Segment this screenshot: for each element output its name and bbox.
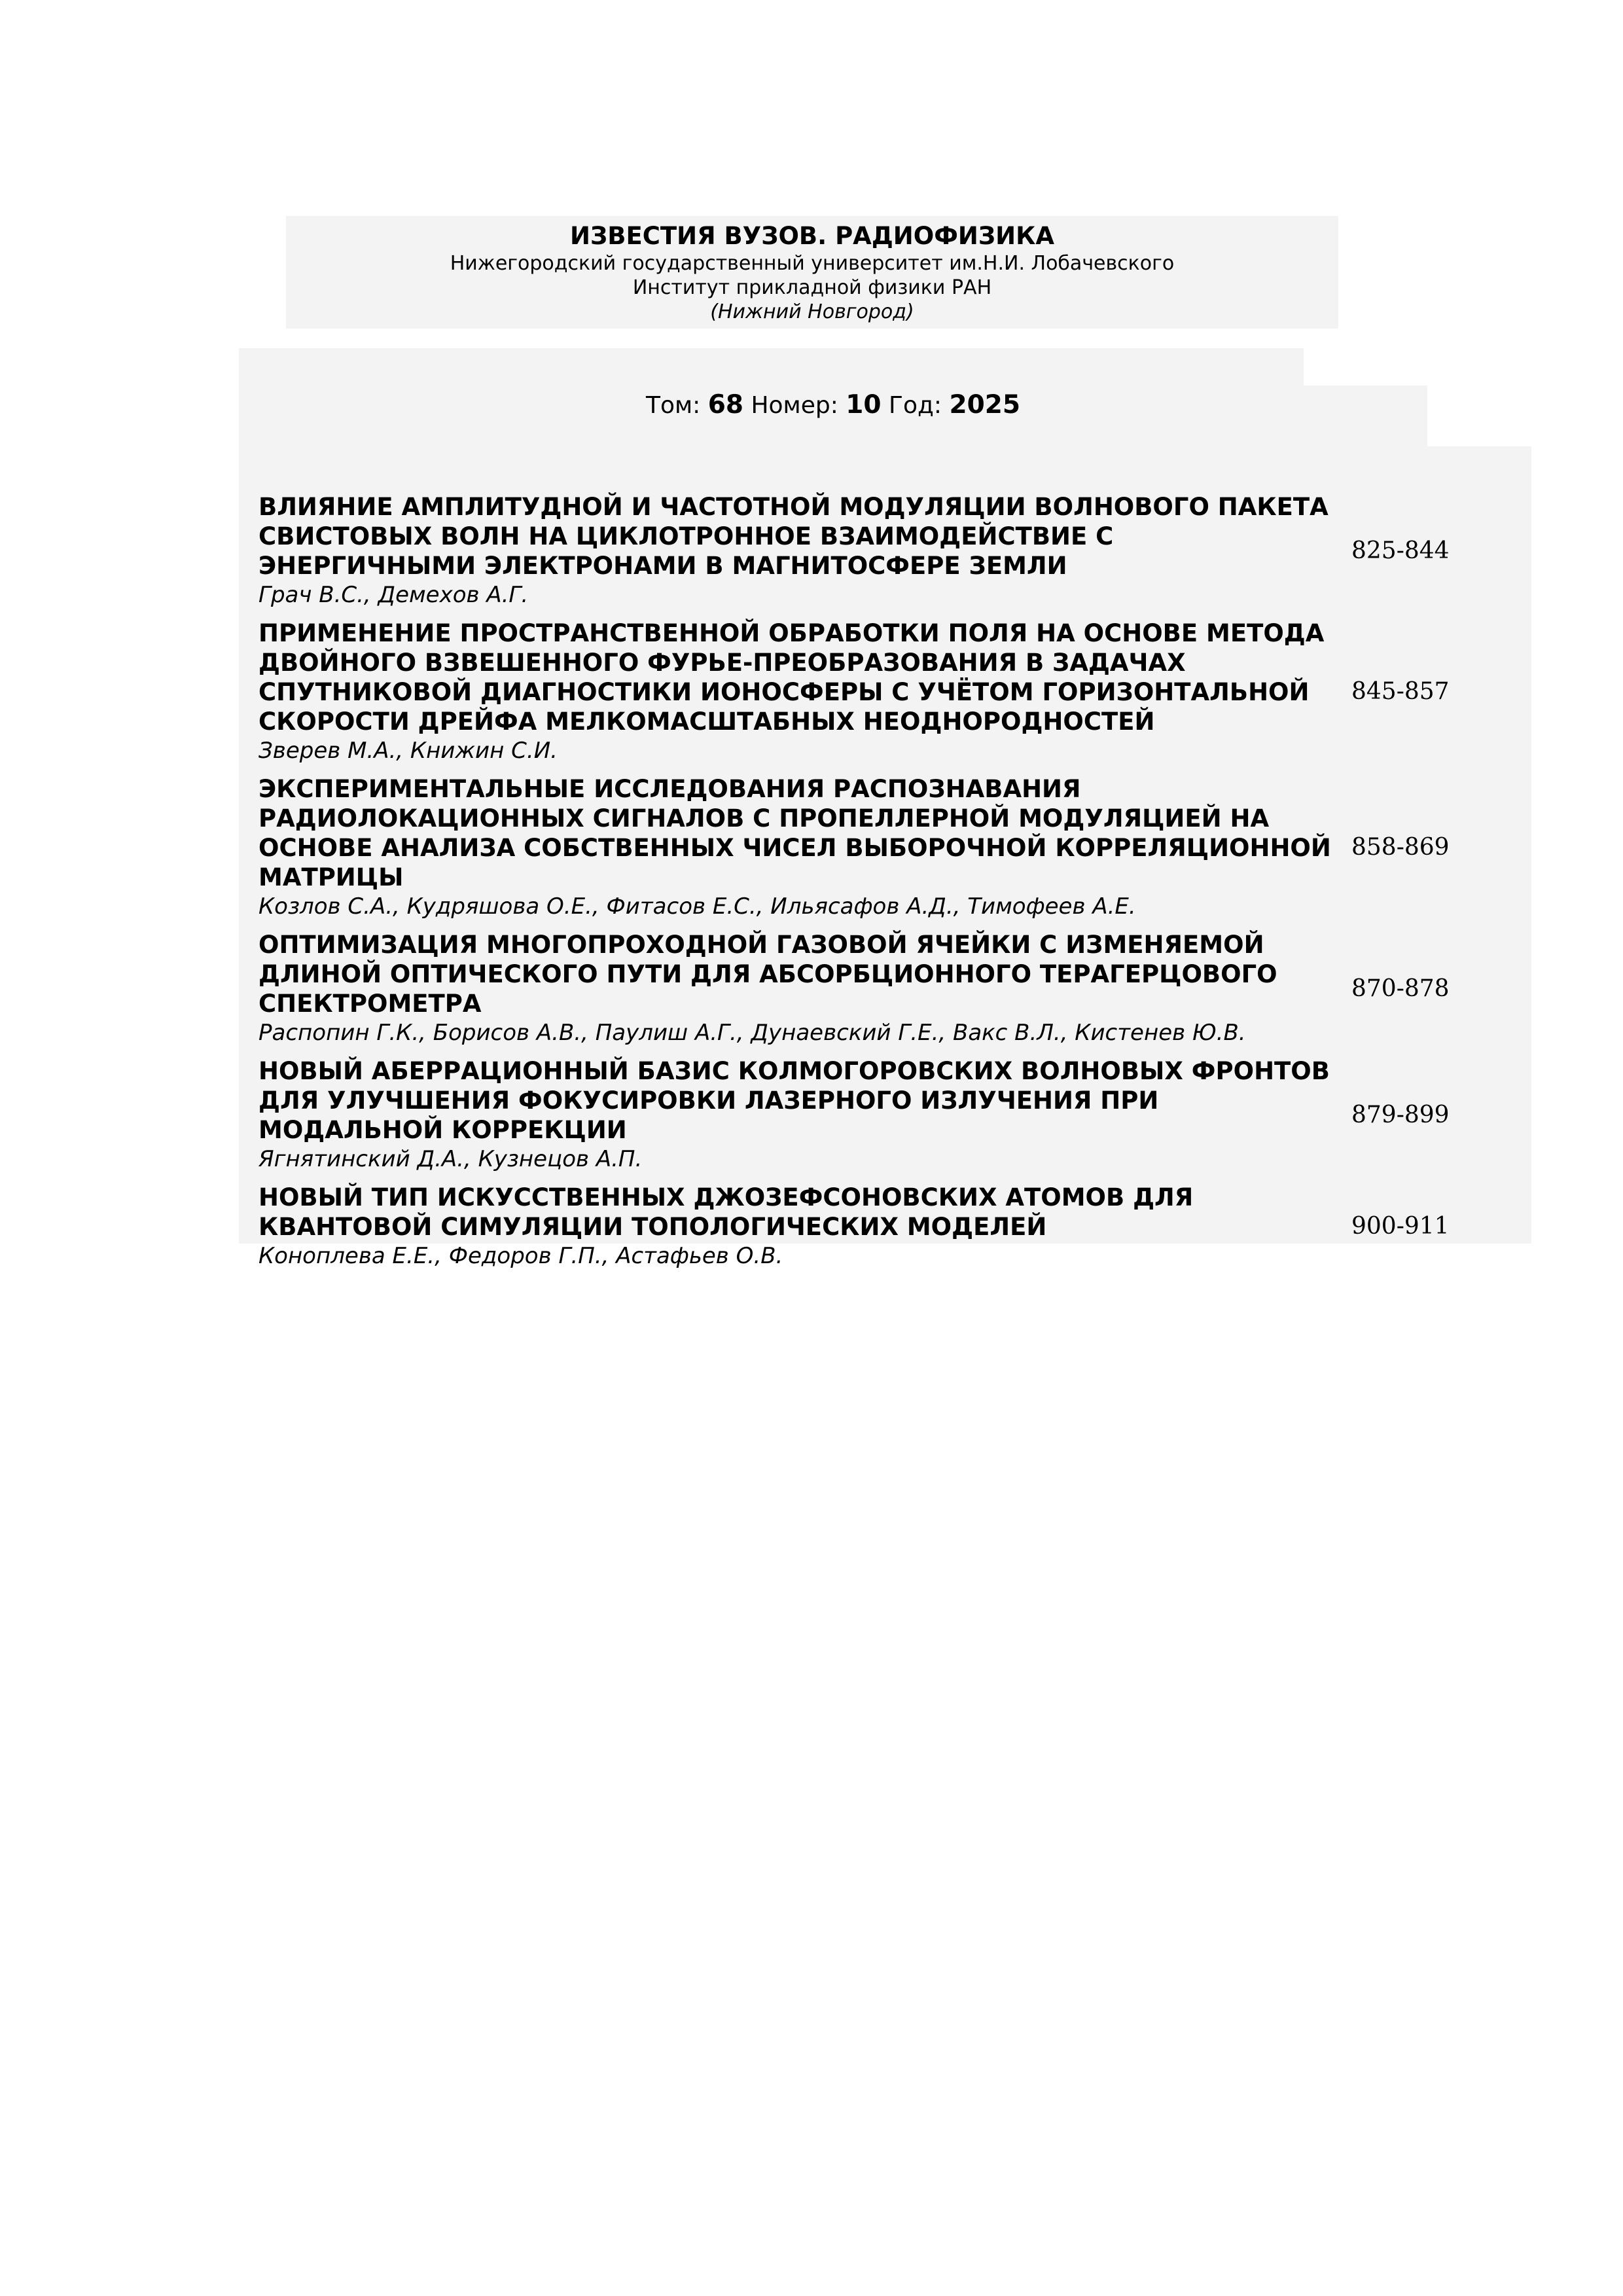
publisher-city: (Нижний Новгород) [710,300,914,323]
article-pages: 870-878 [1351,975,1450,1002]
volume-value: 68 [707,390,743,420]
article-title[interactable]: НОВЫЙ АБЕРРАЦИОННЫЙ БАЗИС КОЛМОГОРОВСКИХ ВОЛНОВЫХ ФРОНТОВ ДЛЯ УЛУЧШЕНИЯ ФОКУСИРОВКИ ЛАЗЕРНОГО ИЗЛУЧЕНИЯ ПРИ МОДАЛЬНОЙ КОРРЕКЦИИ [259,1057,1330,1144]
toc-entry-main [259,492,1332,609]
toc-entry[interactable] [259,1183,1515,1270]
article-authors: Зверев М.А., Книжин С.И. [259,738,558,764]
article-pages: 900-911 [1351,1213,1450,1240]
article-authors: Козлов С.А., Кудряшова О.Е., Фитасов Е.С., Ильясафов А.Д., Тимофеев А.Е. [259,893,1136,920]
article-title[interactable]: НОВЫЙ ТИП ИСКУССТВЕННЫХ ДЖОЗЕФСОНОВСКИХ АТОМОВ ДЛЯ КВАНТОВОЙ СИМУЛЯЦИИ ТОПОЛОГИЧЕСКИХ МОДЕЛЕЙ [259,1183,1194,1241]
article-title[interactable]: ПРИМЕНЕНИЕ ПРОСТРАНСТВЕННОЙ ОБРАБОТКИ ПОЛЯ НА ОСНОВЕ МЕТОДА ДВОЙНОГО ВЗВЕШЕННОГО ФУРЬЕ-ПРЕОБРАЗОВАНИЯ В ЗАДАЧАХ СПУТНИКОВОЙ ДИАГНОСТИКИ ИОНОСФЕРЫ С УЧЁТОМ ГОРИЗОНТАЛЬНОЙ СКОРОСТИ ДРЕЙФА МЕЛКОМАСШТАБНЫХ НЕОДНОРОДНОСТЕЙ [259,619,1325,736]
table-of-contents [259,492,1515,1280]
article-authors: Ягнятинский Д.А., Кузнецов А.П. [259,1146,643,1172]
toc-entry[interactable] [259,930,1515,1047]
article-authors: Коноплева Е.Е., Федоров Г.П., Астафьев О.В. [259,1243,783,1269]
journal-header [286,216,1338,329]
toc-entry[interactable] [259,619,1515,765]
toc-entry-main [259,619,1332,765]
toc-entry-main [259,1183,1332,1270]
toc-entry[interactable] [259,492,1515,609]
article-pages: 845-857 [1351,678,1450,705]
article-authors: Грач В.С., Демехов А.Г. [259,582,529,608]
toc-entry[interactable] [259,774,1515,921]
article-title[interactable]: ЭКСПЕРИМЕНТАЛЬНЫЕ ИССЛЕДОВАНИЯ РАСПОЗНАВАНИЯ РАДИОЛОКАЦИОННЫХ СИГНАЛОВ С ПРОПЕЛЛЕРНОЙ МОДУЛЯЦИЕЙ НА ОСНОВЕ АНАЛИЗА СОБСТВЕННЫХ ЧИСЕЛ ВЫБОРОЧНОЙ КОРРЕЛЯЦИОННОЙ МАТРИЦЫ [259,775,1331,891]
publisher-university: Нижегородский государственный университет им.Н.И. Лобачевского [450,252,1175,275]
volume-label: Том: [645,392,701,419]
number-label: Номер: [751,392,838,419]
year-value: 2025 [949,390,1021,420]
article-pages: 858-869 [1351,834,1450,861]
toc-entry-main [259,930,1332,1047]
year-label: Год: [889,392,942,419]
number-value: 10 [846,390,882,420]
article-title[interactable]: ОПТИМИЗАЦИЯ МНОГОПРОХОДНОЙ ГАЗОВОЙ ЯЧЕЙКИ С ИЗМЕНЯЕМОЙ ДЛИНОЙ ОПТИЧЕСКОГО ПУТИ ДЛЯ АБСОРБЦИОННОГО ТЕРАГЕРЦОВОГО СПЕКТРОМЕТРА [259,931,1277,1018]
toc-entry[interactable] [259,1056,1515,1174]
toc-entry-main [259,774,1332,921]
journal-title: ИЗВЕСТИЯ ВУЗОВ. РАДИОФИЗИКА [570,222,1054,250]
article-pages: 879-899 [1351,1101,1450,1128]
issue-info [239,389,1427,422]
article-title[interactable]: ВЛИЯНИЕ АМПЛИТУДНОЙ И ЧАСТОТНОЙ МОДУЛЯЦИИ ВОЛНОВОГО ПАКЕТА СВИСТОВЫХ ВОЛН НА ЦИКЛОТРОННОЕ ВЗАИМОДЕЙСТВИЕ С ЭНЕРГИЧНЫМИ ЭЛЕКТРОНАМИ В МАГНИТОСФЕРЕ ЗЕМЛИ [259,493,1329,580]
publisher-institute: Институт прикладной физики РАН [632,276,992,299]
article-pages: 825-844 [1351,537,1450,564]
toc-entry-main [259,1056,1332,1174]
article-authors: Распопин Г.К., Борисов А.В., Паулиш А.Г., Дунаевский Г.Е., Вакс В.Л., Кистенев Ю.В. [259,1020,1246,1046]
issue-background-top [239,348,1304,386]
